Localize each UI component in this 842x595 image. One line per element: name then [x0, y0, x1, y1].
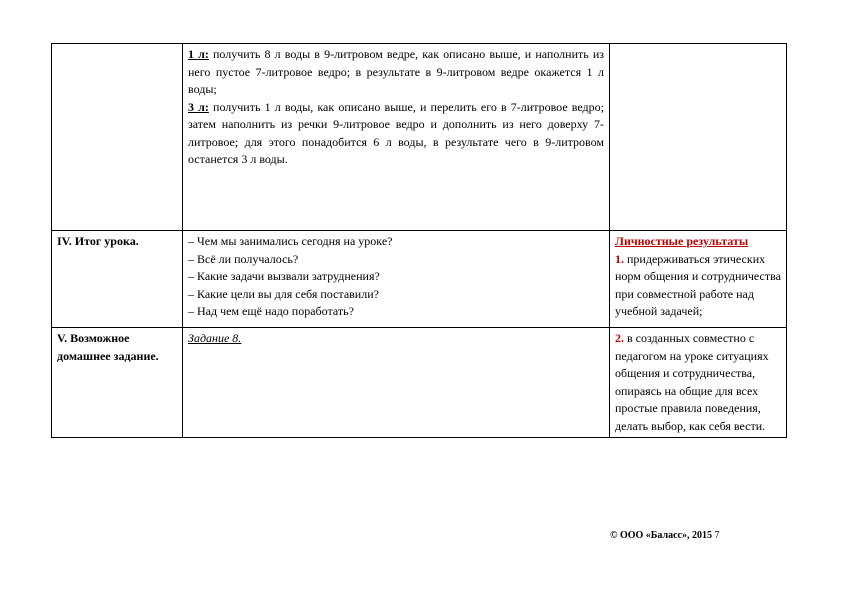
- table-row: [52, 328, 787, 438]
- results-cell: [610, 231, 787, 328]
- result-item: [615, 251, 781, 321]
- result-text: придерживаться этических норм общения и сотрудничества при совместной работе над учебной задачей;: [615, 251, 781, 318]
- result-number: 2.: [615, 331, 624, 345]
- content-cell: [183, 231, 610, 328]
- question-item: – Какие цели вы для себя поставили?: [188, 286, 379, 301]
- content-cell: [183, 44, 610, 231]
- step-label: 1 л:: [188, 47, 209, 61]
- content-cell: [183, 328, 610, 438]
- question-item: – Всё ли получалось?: [188, 251, 299, 266]
- table-row: [52, 231, 787, 328]
- result-number: 1.: [615, 251, 624, 266]
- solution-step: [188, 99, 604, 169]
- page-footer: [610, 530, 720, 541]
- stage-label: IV. Итог урока.: [57, 234, 139, 248]
- results-cell: [610, 328, 787, 438]
- question-item: – Какие задачи вызвали затруднения?: [188, 269, 380, 283]
- result-item: [615, 330, 781, 435]
- table-row: [52, 44, 787, 231]
- page-number: 7: [714, 530, 720, 541]
- question-item: – Чем мы занимались сегодня на уроке?: [188, 234, 393, 248]
- solution-step: [188, 46, 604, 99]
- stage-cell: [52, 231, 183, 328]
- question-item: – Над чем ещё надо поработать?: [188, 304, 354, 318]
- stage-cell: [52, 44, 183, 231]
- copyright: © ООО «Баласс», 2015: [610, 530, 712, 541]
- homework-task: Задание 8.: [188, 331, 242, 345]
- result-text: в созданных совместно с педагогом на уроке ситуациях общения и сотрудничества, опираясь на общие для всех простые правила поведения, делать выбор, как себя вести.: [615, 331, 769, 433]
- step-text: получить 1 л воды, как описано выше, и перелить его в 7-литровое ведро; затем наполнить из речки 9-литровое ведро и дополнить из него доверху 7-литровое; для этого понадобится 6 л воды, в результате чего в 9-литровом останется 3 л воды.: [188, 99, 604, 166]
- stage-cell: [52, 328, 183, 438]
- stage-label: V. Возможное домашнее задание.: [57, 331, 159, 363]
- step-label: 3 л:: [188, 99, 209, 114]
- step-text: получить 8 л воды в 9-литровом ведре, как описано выше, и наполнить из него пустое 7-литровое ведро; в результате в 9-литровом ведре окажется 1 л воды;: [188, 47, 605, 96]
- lesson-plan-table: [51, 43, 787, 438]
- results-heading: Личностные результаты: [615, 234, 749, 248]
- results-cell: [610, 44, 787, 231]
